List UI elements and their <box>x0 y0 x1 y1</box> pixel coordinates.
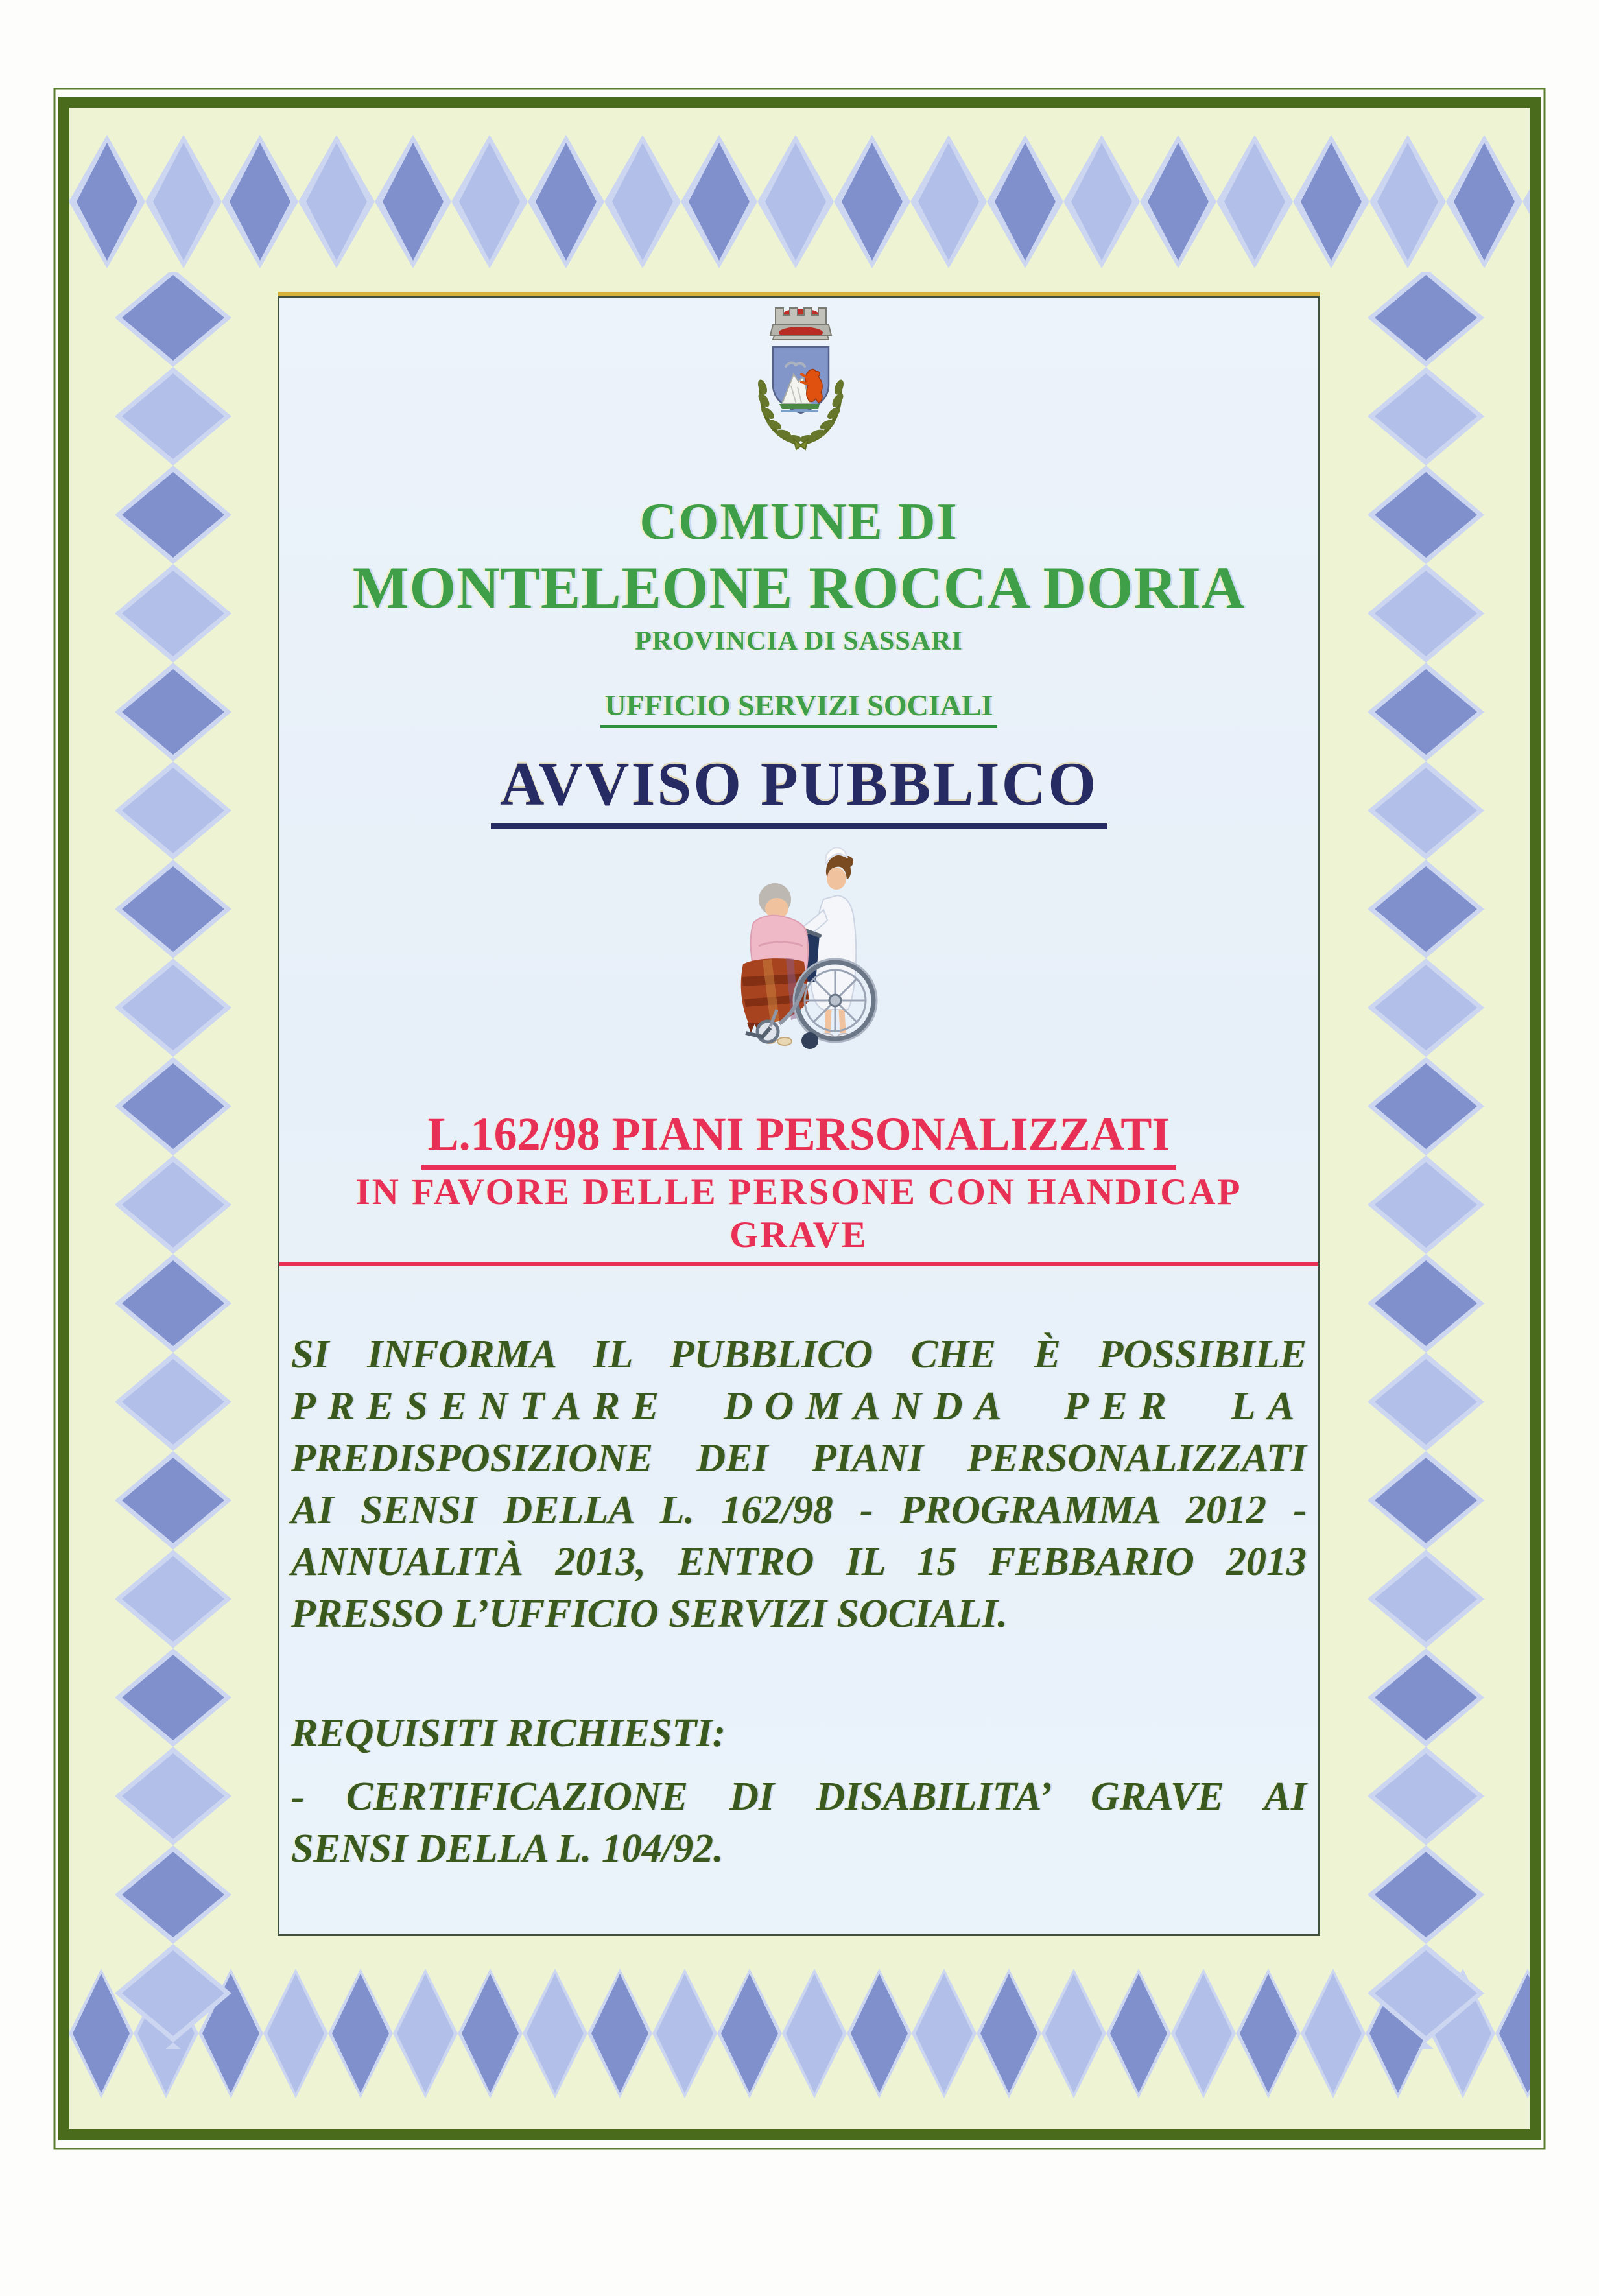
body-line: AI SENSI DELLA L. 162/98 - PROGRAMMA 2012 - <box>291 1488 1307 1532</box>
municipality-name-line2: MONTELEONE ROCCA DORIA <box>352 554 1246 621</box>
municipality-name-line1: COMUNE DI <box>639 493 958 550</box>
body-line: PRESENTARE DOMANDA PER LA <box>291 1384 1307 1428</box>
body-line: PRESSO L’UFFICIO SERVIZI SOCIALI. <box>291 1592 1008 1636</box>
subject-line2: IN FAVORE DELLE PERSONE CON HANDICAP GRAVE <box>279 1171 1318 1266</box>
province-line: PROVINCIA DI SASSARI <box>635 626 963 656</box>
requirement-line: SENSI DELLA L. 104/92. <box>291 1827 724 1871</box>
wheelchair-illustration <box>708 837 890 1058</box>
requirement-line: - CERTIFICAZIONE DI DISABILITA’ GRAVE AI <box>291 1775 1307 1819</box>
coat-of-arms-icon <box>734 302 864 457</box>
notice-body <box>291 1329 1307 1875</box>
office-line: UFFICIO SERVIZI SOCIALI <box>600 688 997 728</box>
body-line: ANNUALITÀ 2013, ENTRO IL 15 FEBBARIO 2013 <box>291 1540 1307 1584</box>
requirements-heading: REQUISITI RICHIESTI: <box>291 1711 726 1755</box>
body-line: PREDISPOSIZIONE DEI PIANI PERSONALIZZATI <box>291 1436 1307 1480</box>
notice-panel <box>278 296 1320 1936</box>
subject-line1: L.162/98 PIANI PERSONALIZZATI <box>421 1108 1177 1170</box>
body-line: SI INFORMA IL PUBBLICO CHE È POSSIBILE <box>291 1332 1307 1377</box>
notice-title: AVVISO PUBBLICO <box>491 750 1107 829</box>
